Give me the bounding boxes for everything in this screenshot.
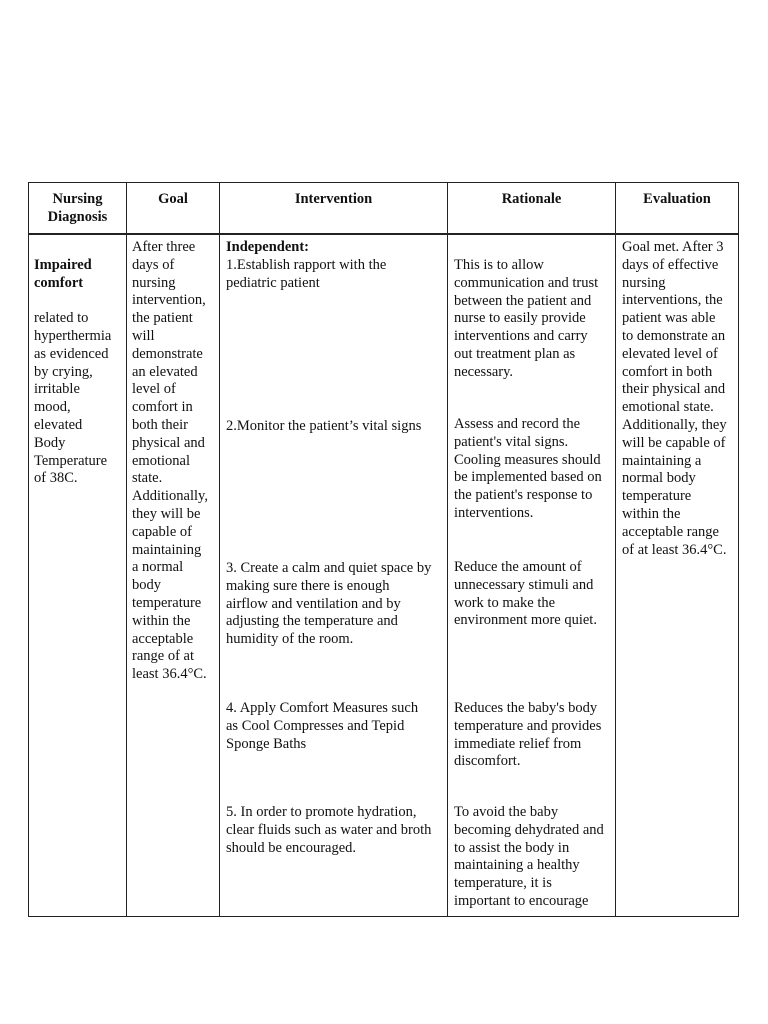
header-nursing-diagnosis: Nursing Diagnosis xyxy=(47,191,108,225)
diagnosis-title: Impaired comfort xyxy=(34,256,92,291)
rationale-item-2: Assess and record the patient's vital signs. Cooling measures should be implemented based on the patient's response to interventions. xyxy=(454,416,602,521)
intervention-item-1: 1.Establish rapport with the pediatric patient xyxy=(226,257,387,291)
column-rationale xyxy=(447,183,615,916)
intervention-item-3: 3. Create a calm and quiet space by making sure there is enough airflow and ventilation and by adjusting the temperature and humidity of the room. xyxy=(226,560,432,648)
column-nursing-diagnosis xyxy=(29,183,126,916)
rationale-item-4: Reduces the baby's body temperature and provides immediate relief from discomfort. xyxy=(454,700,602,770)
rationale-item-3: Reduce the amount of unnecessary stimuli and work to make the environment more quiet. xyxy=(454,559,597,629)
evaluation-text: Goal met. After 3 days of effective nursing interventions, the patient was able to demonstrate an elevated level of comfort in both their physical and emotional state. Additionally, they will be capable of maintaining a normal body temperature within the acceptable range of at least 36.4°C. xyxy=(622,239,727,558)
diagnosis-text: related to hyperthermia as evidenced by crying, irritable mood, elevated Body Temperature of 38C. xyxy=(34,310,112,487)
header-intervention: Intervention xyxy=(294,191,373,207)
header-divider xyxy=(29,233,738,235)
goal-text: After three days of nursing intervention, the patient will demonstrate an elevated level of comfort in both their physical and emotional state. Additionally, they will be capable of maintaining a normal body temperature within the acceptable range of at least 36.4°C. xyxy=(132,239,208,683)
column-intervention xyxy=(219,183,447,916)
intervention-item-2: 2.Monitor the patient’s vital signs xyxy=(226,418,422,434)
rationale-item-5: To avoid the baby becoming dehydrated and to assist the body in maintaining a healthy temperature, it is important to encourage xyxy=(454,804,604,909)
rationale-item-1: This is to allow communication and trust between the patient and nurse to easily provide interventions and carry out treatment plan as necessary. xyxy=(454,257,599,380)
intervention-item-5: 5. In order to promote hydration, clear fluids such as water and broth should be encouraged. xyxy=(226,804,432,856)
column-evaluation xyxy=(615,183,738,916)
header-rationale: Rationale xyxy=(501,191,562,207)
column-goal xyxy=(126,183,219,916)
intervention-heading: Independent: xyxy=(226,239,309,255)
nursing-care-plan-table xyxy=(28,182,739,917)
header-goal: Goal xyxy=(158,191,188,207)
diagnosis-cell xyxy=(34,239,122,488)
intervention-item-4: 4. Apply Comfort Measures such as Cool Compresses and Tepid Sponge Baths xyxy=(226,700,419,752)
header-evaluation: Evaluation xyxy=(643,191,711,207)
